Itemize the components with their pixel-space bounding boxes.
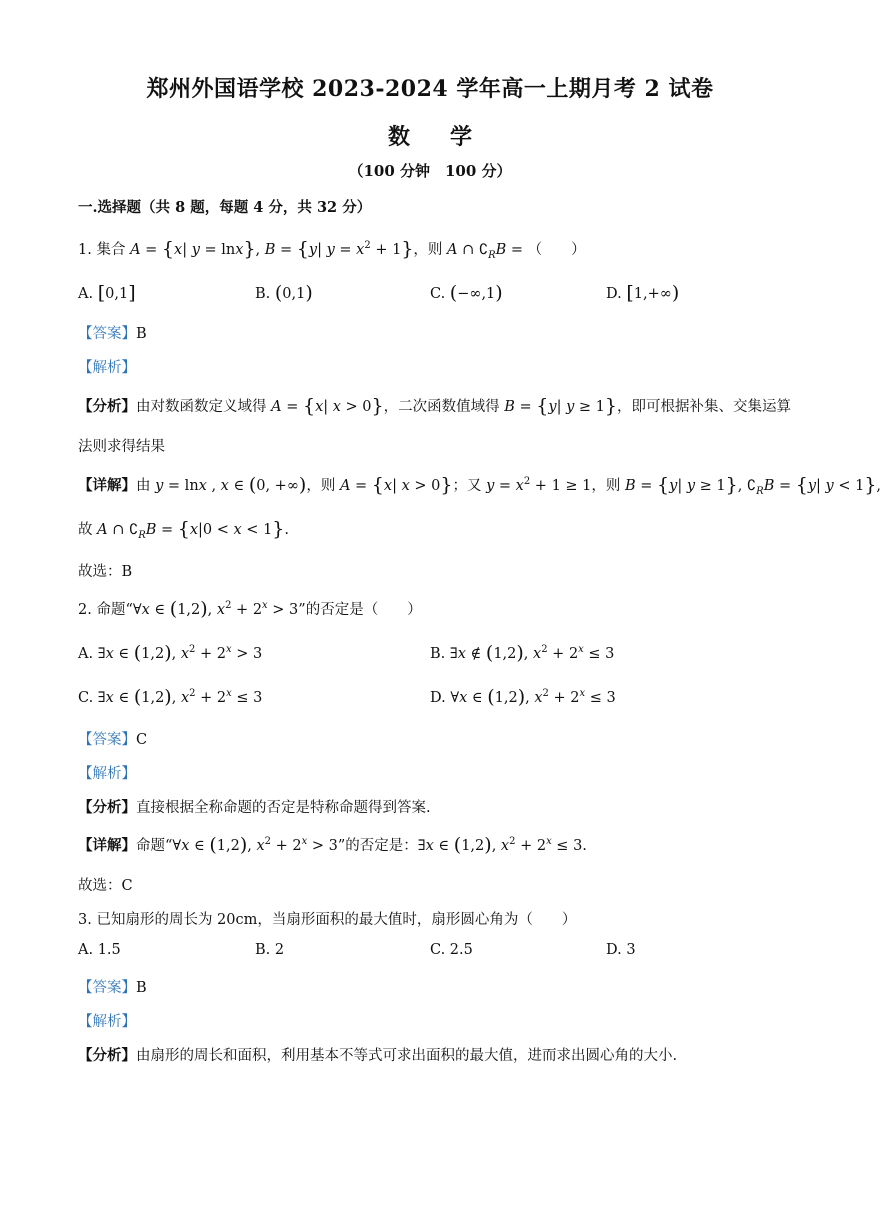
- q3-analysis-label: 【解析】: [78, 1014, 136, 1030]
- q2-stem: 2. 命题“∀x ∈ (1,2), $x^2 + 2^x > 3$”的否定是（ ）: [78, 598, 422, 620]
- q1-analysis-label: 【解析】: [78, 360, 136, 376]
- q2-xiangjie: 【详解】命题“∀x ∈ (1,2), $x^2 + 2^x > 3$”的否定是：∃x ∈ (1,2), $x^2 + 2^x \le 3$.: [78, 834, 587, 856]
- q2-option-b: B. ∃x ∉ (1,2), $x^2 + 2^x \le 3$: [430, 642, 615, 664]
- section-heading: 一.选择题（共 8 题，每题 4 分，共 32 分）: [78, 199, 372, 216]
- q2-option-d: D. ∀x ∈ (1,2), $x^2 + 2^x \le 3$: [430, 686, 616, 708]
- q3-option-a: A. 1.5: [78, 942, 121, 958]
- q1-choose: 故选：B: [78, 564, 133, 580]
- q2-choose: 故选：C: [78, 878, 133, 894]
- q1-stem: 1. 集合 A = {x| y = lnx}, B = {y| $y = x^2 + 1$}，则 A ∩ $∁_RB$ = （ ）: [78, 238, 586, 261]
- q2-analysis-label: 【解析】: [78, 766, 136, 782]
- q3-stem: 3. 已知扇形的周长为 20cm，当扇形面积的最大值时，扇形圆心角为（ ）: [78, 912, 577, 928]
- q3-fenxi: 【分析】由扇形的周长和面积，利用基本不等式可求出面积的最大值，进而求出圆心角的大小.: [78, 1047, 678, 1064]
- q1-option-b: B. (0,1): [255, 282, 313, 304]
- q3-option-b: B. 2: [255, 942, 285, 958]
- q1-option-d: D. [1,+∞): [606, 282, 680, 304]
- q1-option-c: C. (−∞,1): [430, 282, 503, 304]
- q1-answer: 【答案】B: [78, 326, 147, 342]
- q3-answer: 【答案】B: [78, 980, 147, 996]
- q2-answer: 【答案】C: [78, 732, 148, 748]
- q3-option-d: D. 3: [606, 942, 636, 958]
- q2-fenxi: 【分析】直接根据全称命题的否定是特称命题得到答案.: [78, 799, 431, 816]
- subject-title: 数学: [387, 124, 512, 150]
- exam-title: 郑州外国语学校 2023-2024 学年高一上期月考 2 试卷: [146, 76, 714, 102]
- q1-fenxi-cont: 法则求得结果: [78, 439, 165, 455]
- q2-option-c: C. ∃x ∈ (1,2), $x^2 + 2^x \le 3$: [78, 686, 263, 708]
- q2-option-a: A. ∃x ∈ (1,2), $x^2 + 2^x > 3$: [78, 642, 263, 664]
- q1-fenxi: 【分析】由对数函数定义域得 A = {x| x > 0}，二次函数值域得 B = {y| y ≥ 1}，即可根据补集、交集运算: [78, 395, 791, 417]
- q3-option-c: C. 2.5: [430, 942, 473, 958]
- q1-option-a: A. [0,1]: [78, 282, 136, 304]
- time-score: （100 分钟 100 分）: [348, 162, 512, 180]
- q1-conclusion: 故 A ∩ $∁_RB = \{x|0 < x < 1\}$.: [78, 518, 289, 541]
- q1-xiangjie: 【详解】由 y = lnx , x ∈ (0, +∞)，则 A = {x| x > 0}；又 $y = x^2 + 1 \ge 1$，则 B = {y| y ≥ 1}, $∁_RB = \{y|$ y < 1},: [78, 474, 881, 497]
